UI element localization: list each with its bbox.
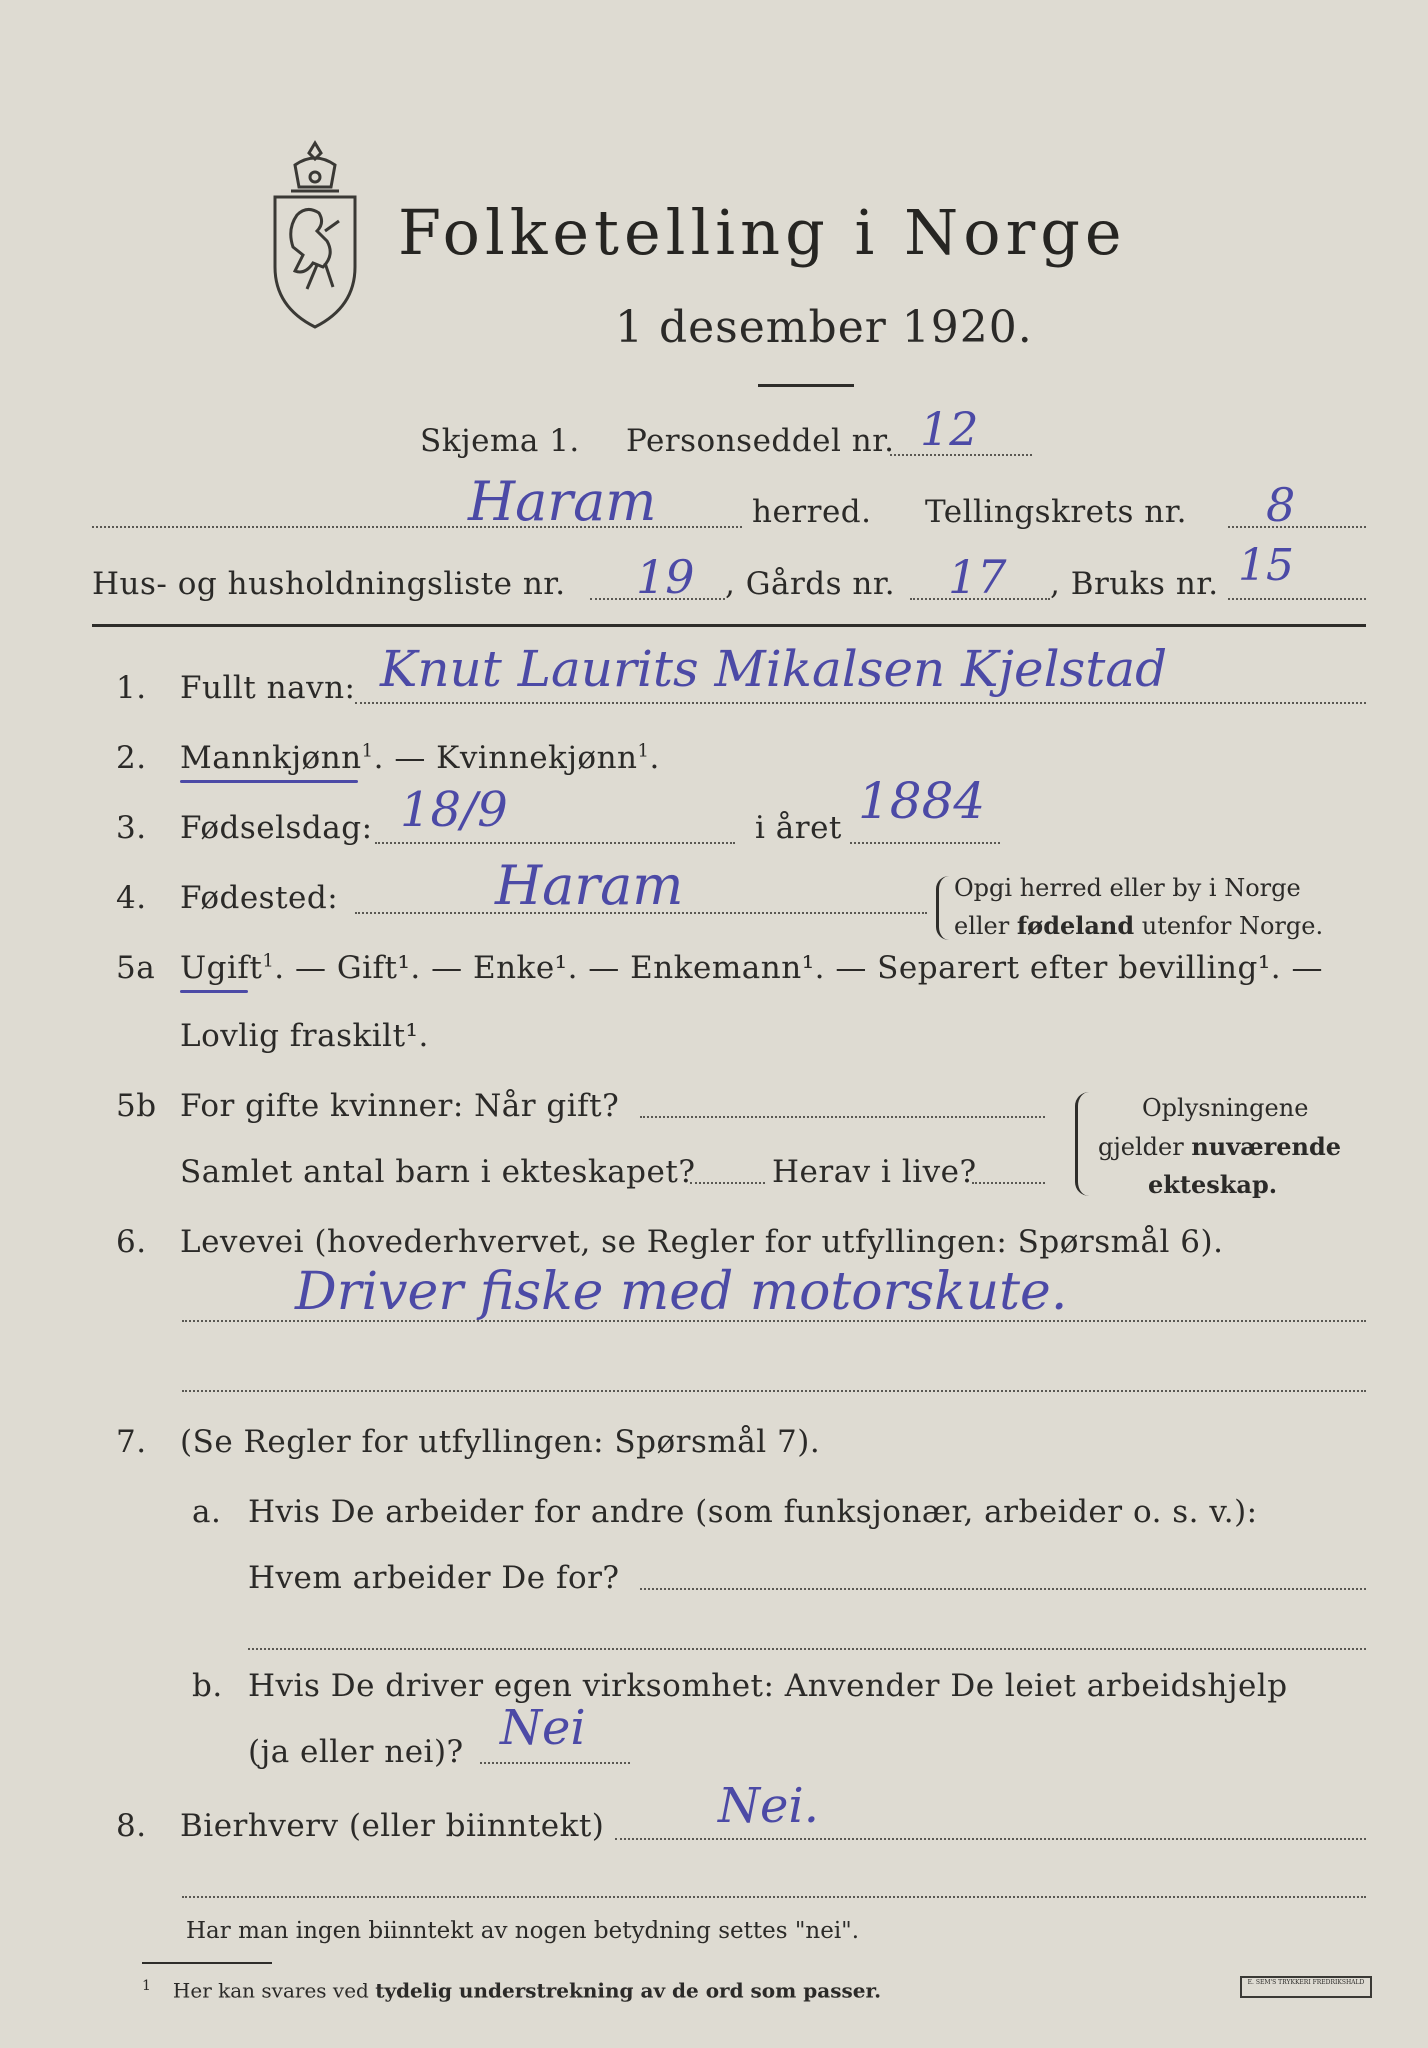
q1-number: 1.: [116, 670, 147, 706]
q8-number: 8.: [116, 1808, 147, 1844]
q7a-extra-line: [248, 1648, 1366, 1650]
q6-number: 6.: [116, 1224, 147, 1260]
q7a-number: a.: [192, 1494, 222, 1530]
title-divider: [758, 384, 854, 387]
bruks-line: [1228, 598, 1366, 600]
tellingskrets-label: Tellingskrets nr.: [925, 494, 1187, 530]
footnote-number: 1: [142, 1978, 151, 1994]
husliste-value: 19: [636, 550, 695, 604]
coat-of-arms-icon: [255, 135, 375, 335]
q5b-line1: For gifte kvinner: Når gift?: [180, 1088, 620, 1124]
q8-answer: Nei.: [718, 1778, 820, 1834]
q3-number: 3.: [116, 810, 147, 846]
q5b-note-3: ekteskap.: [1148, 1170, 1278, 1199]
q5b-alive-line: [972, 1182, 1045, 1184]
q4-note-1: Opgi herred eller by i Norge: [954, 874, 1301, 902]
q2-male-underline: [180, 780, 358, 783]
q7b-answer: Nei: [500, 1700, 586, 1756]
husliste-label: Hus- og husholdningsliste nr.: [92, 566, 566, 602]
q5a-options: [180, 950, 1323, 986]
q2-female-sup: 1: [637, 740, 650, 762]
q4-label: Fødested:: [180, 880, 339, 916]
q3-birthdate: 18/9: [400, 782, 508, 838]
q5b-children-line: [690, 1182, 765, 1184]
herred-value: Haram: [468, 470, 657, 533]
gards-value: 17: [948, 550, 1007, 604]
q4-note-2: [954, 911, 1323, 940]
header-rule: [92, 624, 1366, 627]
q8-label: Bierhverv (eller biinntekt): [180, 1808, 605, 1844]
q2-male-sup: 1: [361, 740, 374, 762]
q1-line: [355, 702, 1366, 704]
q5a-number: 5a: [116, 950, 156, 986]
q7b-line2: (ja eller nei)?: [248, 1734, 464, 1770]
footer-note: Har man ingen biinntekt av nogen betydning settes "nei".: [186, 1918, 860, 1944]
q3-line: [375, 842, 735, 844]
q5a-ugift-sup: 1: [262, 950, 275, 972]
herred-label: herred.: [752, 494, 872, 530]
q1-full-name: Knut Laurits Mikalsen Kjelstad: [380, 640, 1168, 698]
footnote-divider: [142, 1962, 272, 1964]
bruks-value: 15: [1238, 540, 1294, 591]
tellingskrets-value: 8: [1266, 478, 1296, 532]
q5b-bracket: [1075, 1092, 1090, 1196]
footnote-text-b: tydelig understrekning av de ord som passer.: [375, 1978, 882, 2003]
q2-sex: [180, 740, 660, 776]
q7a-line2: Hvem arbeider De for?: [248, 1560, 620, 1596]
q5b-married-line: [640, 1116, 1045, 1118]
q7a-line1: Hvis De arbeider for andre (som funksjonær, arbeider o. s. v.):: [248, 1494, 1258, 1530]
q4-note-2a: eller: [954, 912, 1017, 940]
q3-year: 1884: [858, 772, 986, 830]
printer-stamp: E. SEM'S TRYKKERI FREDRIKSHALD: [1240, 1976, 1372, 1998]
q2-male: Mannkjønn: [180, 740, 362, 776]
gards-label: , Gårds nr.: [725, 566, 896, 602]
q6-occupation: Driver fiske med motorskute.: [295, 1262, 1068, 1322]
q2-female: Kvinnekjønn: [436, 740, 638, 776]
form-date: 1 desember 1920.: [615, 302, 1033, 353]
q7b-line1: Hvis De driver egen virksomhet: Anvender De leiet arbeidshjelp: [248, 1668, 1288, 1704]
q4-note-2b: fødeland: [1016, 911, 1135, 940]
q4-birthplace: Haram: [495, 854, 684, 917]
q5a-ugift: Ugift: [180, 950, 263, 986]
q2-number: 2.: [116, 740, 147, 776]
q8-extra-line: [182, 1896, 1366, 1898]
q5a-rest: . — Gift¹. — Enke¹. — Enkemann¹. — Separert efter bevilling¹. —: [274, 950, 1323, 986]
q2-sep: . —: [373, 740, 437, 776]
q5b-note-2: [1098, 1132, 1341, 1161]
footnote-text-a: Her kan svares ved: [172, 1978, 376, 2003]
q5b-number: 5b: [116, 1088, 157, 1124]
q6-label: Levevei (hovederhvervet, se Regler for utfyllingen: Spørsmål 6).: [180, 1224, 1224, 1260]
q5a-ugift-underline: [180, 990, 248, 993]
q7b-number: b.: [192, 1668, 223, 1704]
q2-end: .: [649, 740, 660, 776]
q5b-alive-label: Herav i live?: [772, 1154, 977, 1190]
q6-line-2: [182, 1390, 1366, 1392]
q3-year-line: [850, 842, 1000, 844]
q5b-note-1: Oplysningene: [1142, 1094, 1309, 1122]
q3-year-label: i året: [755, 810, 842, 846]
q7b-answer-line: [480, 1762, 630, 1764]
q3-label: Fødselsdag:: [180, 810, 373, 846]
bruks-label: , Bruks nr.: [1050, 566, 1219, 602]
q4-bracket: [936, 876, 949, 940]
skjema-label: Skjema 1.: [420, 423, 580, 459]
q5b-note-2a: gjelder: [1098, 1133, 1192, 1161]
q4-note-2c: utenfor Norge.: [1134, 912, 1324, 940]
q4-number: 4.: [116, 880, 147, 916]
footnote: [142, 1978, 881, 2003]
q7-number: 7.: [116, 1424, 147, 1460]
q5b-note-2b: nuværende: [1191, 1132, 1342, 1161]
q7a-employer-line: [640, 1588, 1366, 1590]
q5b-children-label: Samlet antal barn i ekteskapet?: [180, 1154, 696, 1190]
q5a-line2: Lovlig fraskilt¹.: [180, 1018, 429, 1054]
q7-label: (Se Regler for utfyllingen: Spørsmål 7).: [180, 1424, 821, 1460]
form-title: Folketelling i Norge: [398, 196, 1127, 269]
personseddel-label: Personseddel nr.: [626, 423, 895, 459]
q1-label: Fullt navn:: [180, 670, 356, 706]
q8-line: [615, 1838, 1366, 1840]
tellingskrets-line: [1228, 526, 1366, 528]
personseddel-value: 12: [920, 402, 979, 456]
